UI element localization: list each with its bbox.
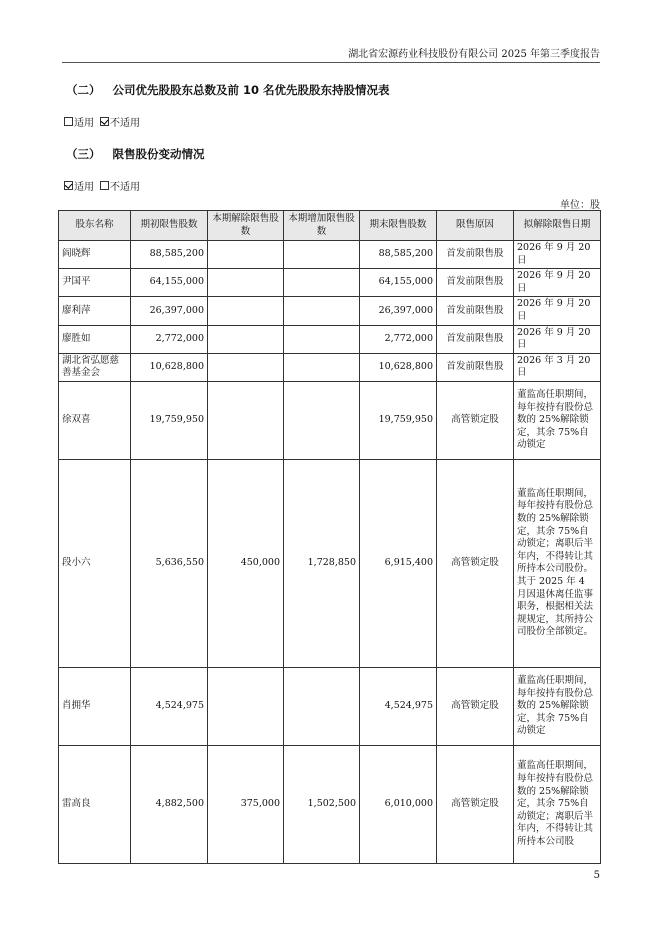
shareholder-name: 阎晓辉 — [59, 241, 131, 269]
release-date: 2026 年 9 月 20 日 — [514, 241, 601, 269]
column-header: 限售原因 — [437, 211, 514, 241]
restriction-reason: 高管锁定股 — [437, 381, 514, 459]
shareholder-name: 廖胜如 — [59, 325, 131, 353]
section-title-preferred-shareholders — [66, 82, 390, 98]
end-shares: 6,915,400 — [360, 459, 437, 667]
column-header: 期初限售股数 — [131, 211, 208, 241]
restriction-reason: 首发前限售股 — [437, 241, 514, 269]
option-label: 不适用 — [110, 182, 140, 193]
shareholder-name: 湖北省弘愿慈善基金会 — [59, 353, 131, 381]
release-date: 2026 年 9 月 20 日 — [514, 297, 601, 325]
option-not-applicable[interactable] — [100, 178, 140, 193]
added-shares — [284, 381, 360, 459]
checked-checkbox-icon[interactable] — [100, 117, 109, 126]
restriction-reason: 首发前限售股 — [437, 297, 514, 325]
released-shares: 450,000 — [208, 459, 284, 667]
column-header: 拟解除限售日期 — [514, 211, 601, 241]
column-header: 期末限售股数 — [360, 211, 437, 241]
section-title-restricted-shares — [66, 146, 205, 162]
end-shares: 19,759,950 — [360, 381, 437, 459]
added-shares — [284, 325, 360, 353]
table-row — [59, 269, 601, 297]
released-shares — [208, 269, 284, 297]
release-date: 2026 年 9 月 20 日 — [514, 325, 601, 353]
end-shares: 6,010,000 — [360, 745, 437, 863]
added-shares — [284, 269, 360, 297]
added-shares — [284, 241, 360, 269]
begin-shares: 19,759,950 — [131, 381, 208, 459]
table-row — [59, 241, 601, 269]
option-applicable[interactable] — [64, 114, 94, 129]
begin-shares: 64,155,000 — [131, 269, 208, 297]
added-shares: 1,502,500 — [284, 745, 360, 863]
restriction-reason: 高管锁定股 — [437, 745, 514, 863]
table-row — [59, 667, 601, 745]
release-date: 董监高任职期间，每年按持有股份总数的 25%解除锁定，其余 75%自动锁定；离职后半年内，不得转让其所持本公司股份。其于 2025 年 4 月因退休离任监事职务，根据相关法规规定，其所持公司股份全部锁定。 — [514, 459, 601, 667]
shareholder-name: 廖利萍 — [59, 297, 131, 325]
option-applicable[interactable] — [64, 178, 94, 193]
restriction-reason: 首发前限售股 — [437, 269, 514, 297]
option-label: 适用 — [74, 118, 94, 129]
restriction-reason: 首发前限售股 — [437, 325, 514, 353]
restriction-reason: 高管锁定股 — [437, 667, 514, 745]
release-date: 2026 年 3 月 20 日 — [514, 353, 601, 381]
table-header-row — [59, 211, 601, 241]
column-header: 本期增加限售股数 — [284, 211, 360, 241]
table-row — [59, 325, 601, 353]
end-shares: 26,397,000 — [360, 297, 437, 325]
released-shares — [208, 353, 284, 381]
release-date: 董监高任职期间，每年按持有股份总数的 25%解除锁定，其余 75%自动锁定 — [514, 381, 601, 459]
option-label: 适用 — [74, 182, 94, 193]
table-row — [59, 353, 601, 381]
unit-label: 单位：股 — [560, 200, 600, 211]
table-row — [59, 297, 601, 325]
shareholder-name: 徐双喜 — [59, 381, 131, 459]
release-date: 2026 年 9 月 20 日 — [514, 269, 601, 297]
release-date: 董监高任职期间，每年按持有股份总数的 25%解除锁定，其余 75%自动锁定 — [514, 667, 601, 745]
added-shares — [284, 353, 360, 381]
begin-shares: 5,636,550 — [131, 459, 208, 667]
table-row — [59, 381, 601, 459]
added-shares: 1,728,850 — [284, 459, 360, 667]
checkbox-icon[interactable] — [64, 117, 73, 126]
end-shares: 10,628,800 — [360, 353, 437, 381]
column-header: 股东名称 — [59, 211, 131, 241]
end-shares: 2,772,000 — [360, 325, 437, 353]
page-number: 5 — [593, 870, 600, 881]
shareholder-name: 肖拥华 — [59, 667, 131, 745]
checked-checkbox-icon[interactable] — [64, 181, 73, 190]
checkbox-icon[interactable] — [100, 181, 109, 190]
released-shares — [208, 325, 284, 353]
released-shares: 375,000 — [208, 745, 284, 863]
section-heading: 限售股份变动情况 — [112, 147, 205, 161]
applicability-checkboxes-section3 — [64, 178, 146, 193]
shareholder-name: 雷高良 — [59, 745, 131, 863]
released-shares — [208, 241, 284, 269]
added-shares — [284, 667, 360, 745]
end-shares: 88,585,200 — [360, 241, 437, 269]
restricted-shares-table — [58, 210, 601, 864]
document-header: 湖北省宏源药业科技股份有限公司 2025 年第三季度报告 — [348, 49, 600, 60]
section-heading: 公司优先股股东总数及前 10 名优先股股东持股情况表 — [112, 83, 390, 97]
section-number: （二） — [66, 83, 101, 97]
begin-shares: 10,628,800 — [131, 353, 208, 381]
shareholder-name: 尹国平 — [59, 269, 131, 297]
column-header: 本期解除限售股数 — [208, 211, 284, 241]
released-shares — [208, 667, 284, 745]
header-divider — [62, 62, 600, 63]
table-row — [59, 745, 601, 863]
table-row — [59, 459, 601, 667]
end-shares: 4,524,975 — [360, 667, 437, 745]
shareholder-name: 段小六 — [59, 459, 131, 667]
section-number: （三） — [66, 147, 101, 161]
begin-shares: 88,585,200 — [131, 241, 208, 269]
applicability-checkboxes-section2 — [64, 114, 146, 129]
added-shares — [284, 297, 360, 325]
option-label: 不适用 — [110, 118, 140, 129]
restriction-reason: 高管锁定股 — [437, 459, 514, 667]
option-not-applicable[interactable] — [100, 114, 140, 129]
begin-shares: 4,524,975 — [131, 667, 208, 745]
released-shares — [208, 381, 284, 459]
end-shares: 64,155,000 — [360, 269, 437, 297]
begin-shares: 4,882,500 — [131, 745, 208, 863]
begin-shares: 2,772,000 — [131, 325, 208, 353]
released-shares — [208, 297, 284, 325]
restriction-reason: 首发前限售股 — [437, 353, 514, 381]
begin-shares: 26,397,000 — [131, 297, 208, 325]
release-date: 董监高任职期间，每年按持有股份总数的 25%解除锁定，其余 75%自动锁定；离职后半年内，不得转让其所持本公司股 — [514, 745, 601, 863]
